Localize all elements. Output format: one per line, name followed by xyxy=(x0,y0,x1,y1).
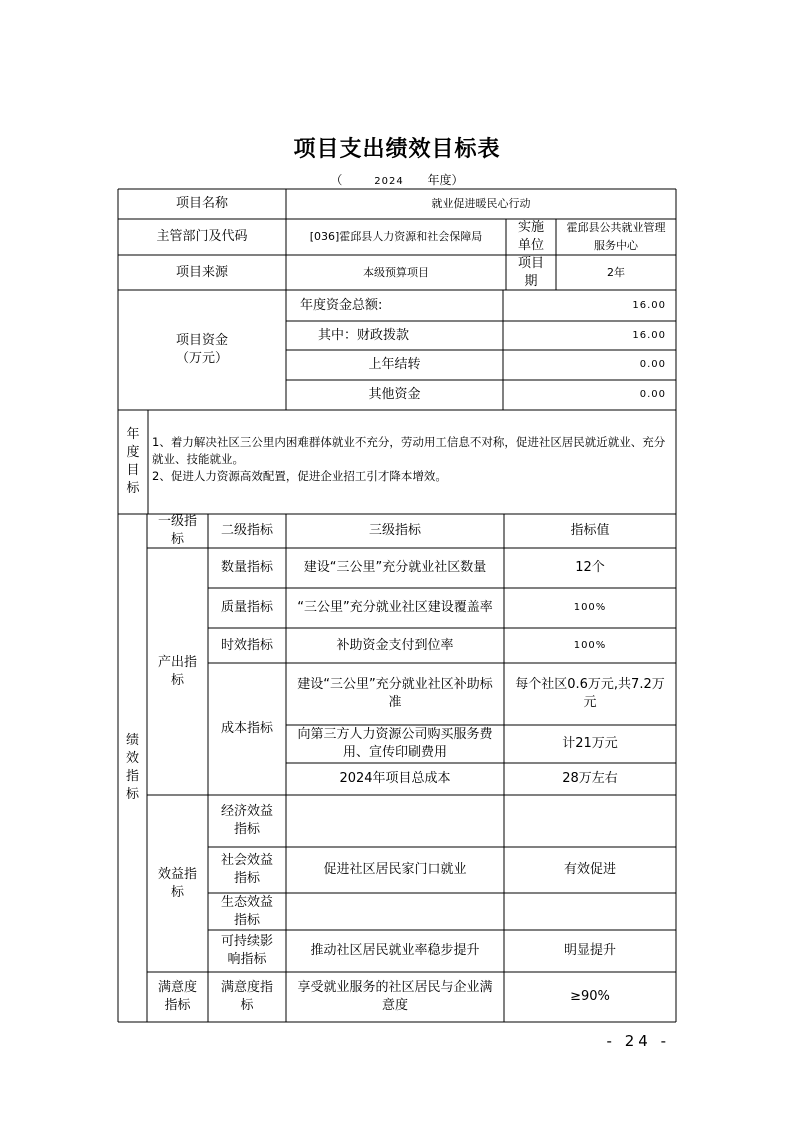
funds-fiscal-value: 16.00 xyxy=(632,329,666,341)
funds-carryover-value: 0.00 xyxy=(639,359,666,370)
quality-label: 质量指标 xyxy=(220,600,273,615)
impl-unit-label: 实施单位 xyxy=(517,220,544,253)
annual-goal-text xyxy=(152,434,672,485)
timeliness-name: 补助资金支付到位率 xyxy=(336,637,454,653)
performance-indicators-label: 绩效指标 xyxy=(125,733,139,802)
cost-item-name: 向第三方人力资源公司购买服务费用、宣传印刷费用 xyxy=(297,727,493,760)
timeliness-value: 100% xyxy=(573,639,607,651)
year-open: （ xyxy=(330,173,343,187)
output-indicators-label: 产出指标 xyxy=(157,654,197,688)
funds-total-label: 年度资金总额: xyxy=(300,297,383,313)
header-level2: 二级指标 xyxy=(220,523,273,538)
ecological-value xyxy=(504,893,676,930)
funds-label: 项目资金（万元） xyxy=(175,333,228,366)
quality-name: “三公里”充分就业社区建设覆盖率 xyxy=(297,600,493,615)
economic-label: 经济效益指标 xyxy=(220,804,273,837)
year-value: 2024 xyxy=(374,176,404,187)
sustainable-value: 明显提升 xyxy=(563,943,616,958)
header-level1: 一级指标 xyxy=(157,514,197,547)
funds-other-value: 0.00 xyxy=(639,389,666,400)
period-value: 2年 xyxy=(607,265,625,279)
cost-item-name: 2024年项目总成本 xyxy=(339,771,451,786)
satisfaction-name: 享受就业服务的社区居民与企业满意度 xyxy=(297,980,493,1013)
cost-item-value: 每个社区0.6万元,共7.2万元 xyxy=(515,677,665,710)
social-label: 社会效益指标 xyxy=(220,853,273,886)
funds-fiscal-label: 其中：财政拨款 xyxy=(318,327,410,343)
impl-unit-value: 霍邱县公共就业管理服务中心 xyxy=(566,221,666,252)
economic-name xyxy=(286,795,504,847)
annual-goal-line: 2、促进人力资源高效配置，促进企业招工引才降本增效。 xyxy=(152,469,447,483)
cost-item-name: 建设“三公里”充分就业社区补助标准 xyxy=(297,677,493,710)
ecological-label: 生态效益指标 xyxy=(220,894,273,928)
source-label: 项目来源 xyxy=(175,264,228,280)
project-name-value: 就业促进暖民心行动 xyxy=(431,197,531,210)
period-label: 项目期 xyxy=(517,255,544,289)
timeliness-label: 时效指标 xyxy=(220,637,273,653)
quantity-label: 数量指标 xyxy=(220,560,273,575)
funds-total-value: 16.00 xyxy=(632,299,666,311)
header-value: 指标值 xyxy=(570,523,610,538)
social-value: 有效促进 xyxy=(563,862,616,877)
annual-goal-label: 年度目标 xyxy=(126,427,140,496)
page-title: 项目支出绩效目标表 xyxy=(293,137,501,162)
economic-value xyxy=(504,795,676,847)
annual-goal-line: 1、着力解决社区三公里内困难群体就业不充分，劳动用工信息不对称，促进社区居民就近就业、充分就业、技能就业。 xyxy=(152,435,666,466)
quality-value: 100% xyxy=(573,602,607,613)
cost-item-value: 28万左右 xyxy=(562,771,618,786)
sustainable-name: 推动社区居民就业率稳步提升 xyxy=(310,943,480,958)
ecological-name xyxy=(286,893,504,930)
social-name: 促进社区居民家门口就业 xyxy=(323,862,467,877)
sustainable-label: 可持续影响指标 xyxy=(220,934,273,967)
quantity-value: 12个 xyxy=(575,560,605,575)
source-value: 本级预算项目 xyxy=(363,265,429,279)
department-value: [036]霍邱县人力资源和社会保障局 xyxy=(309,230,483,243)
satisfaction-value: ≥90% xyxy=(570,989,610,1004)
cost-label: 成本指标 xyxy=(220,721,273,736)
cost-item-value: 计21万元 xyxy=(562,736,618,751)
quantity-name: 建设“三公里”充分就业社区数量 xyxy=(303,560,487,575)
satisfaction-indicators-label: 满意度指标 xyxy=(157,980,197,1013)
project-name-label: 项目名称 xyxy=(175,196,228,211)
satisfaction-sub-label: 满意度指标 xyxy=(220,980,273,1013)
year-unit: 年度） xyxy=(427,173,464,187)
header-level3: 三级指标 xyxy=(368,523,421,538)
funds-other-label: 其他资金 xyxy=(368,387,421,402)
funds-carryover-label: 上年结转 xyxy=(368,357,421,372)
department-label: 主管部门及代码 xyxy=(156,229,248,244)
benefit-indicators-label: 效益指标 xyxy=(157,866,197,900)
page-number: - 24 - xyxy=(606,1032,670,1050)
